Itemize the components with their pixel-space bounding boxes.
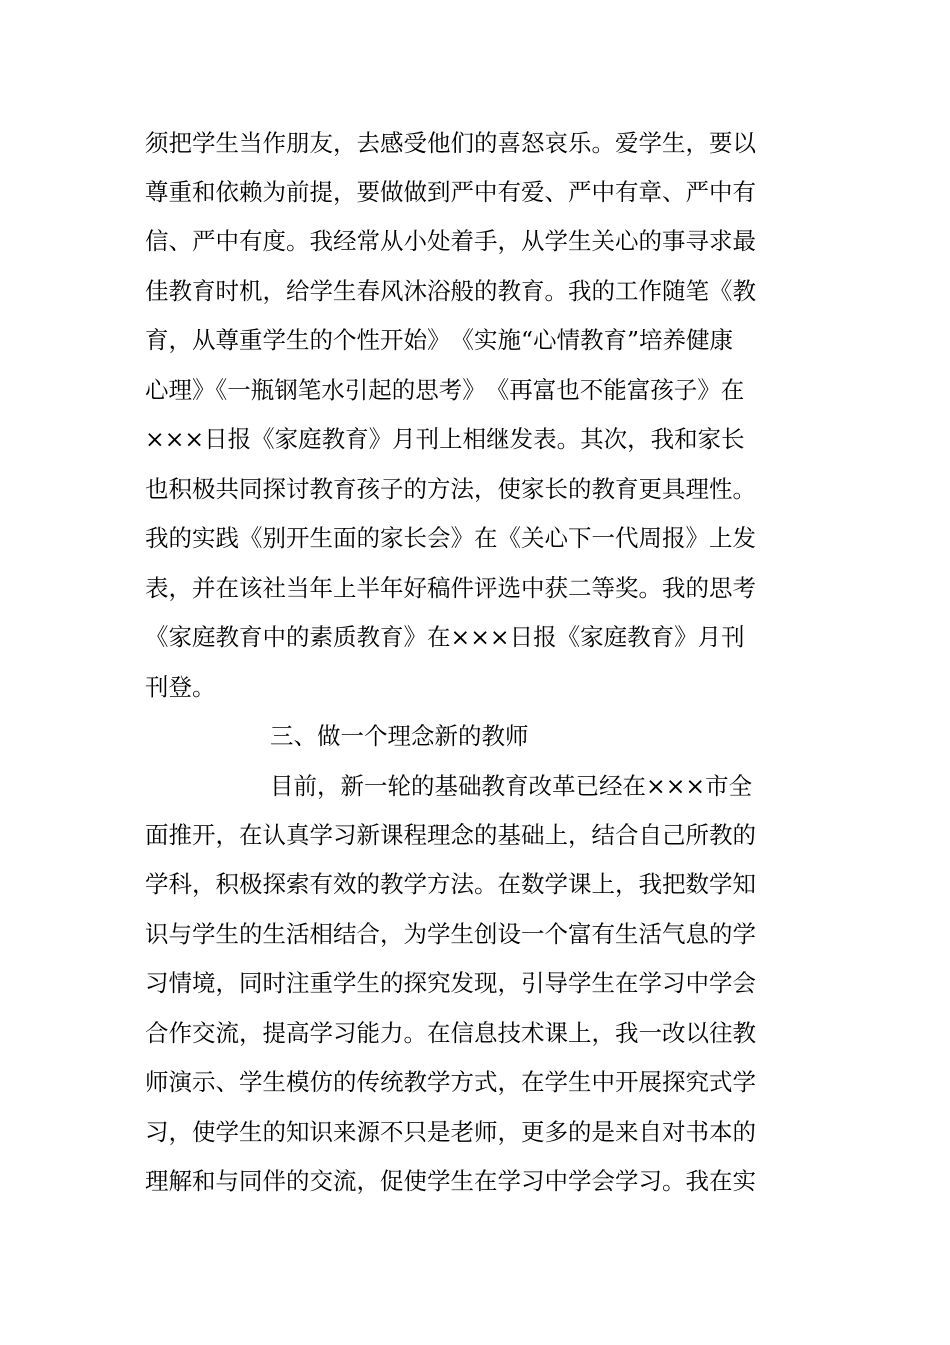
text-line: ×××日报《家庭教育》月刊上相继发表。其次，我和家长 xyxy=(145,425,745,453)
text-line: 心理》《一瓶钢笔水引起的思考》 《再富也不能富孩子》在 xyxy=(145,376,745,404)
text-line: 刊登。 xyxy=(145,673,216,701)
text-line: 信、严中有度。我经常从小处着手，从学生关心的事寻求最 xyxy=(145,227,756,255)
text-line: 尊重和依赖为前提，要做做到严中有爱、严中有章、严中有 xyxy=(145,178,756,206)
text-line: 《家庭教育中的素质教育》在×××日报《家庭教育》月刊 xyxy=(145,623,745,651)
section-heading: 三、做一个理念新的教师 xyxy=(270,722,529,750)
text-line: 师演示、学生模仿的传统教学方式，在学生中开展探究式学 xyxy=(145,1068,756,1096)
text-line: 佳教育时机，给学生春风沐浴般的教育。我的工作随笔《教 xyxy=(145,277,756,305)
text-line: 育，从尊重学生的个性开始》 《实施“心情教育”培养健康 xyxy=(145,326,734,354)
text-line: 须把学生当作朋友，去感受他们的喜怒哀乐。爱学生，要以 xyxy=(145,129,756,157)
text-line: 习情境，同时注重学生的探究发现，引导学生在学习中学会 xyxy=(145,969,756,997)
paragraph-first-line: 目前，新一轮的基础教育改革已经在×××市全 xyxy=(270,772,753,800)
text-line: 面推开，在认真学习新课程理念的基础上，结合自己所教的 xyxy=(145,821,756,849)
text-line: 学科，积极探索有效的教学方法。在数学课上，我把数学知 xyxy=(145,870,756,898)
text-line: 识与学生的生活相结合，为学生创设一个富有生活气息的学 xyxy=(145,920,756,948)
text-line: 习，使学生的知识来源不只是老师，更多的是来自对书本的 xyxy=(145,1118,756,1146)
text-line: 理解和与同伴的交流，促使学生在学习中学会学习。我在实 xyxy=(145,1167,756,1195)
text-line: 合作交流，提高学习能力。在信息技术课上，我一改以往教 xyxy=(145,1019,756,1047)
text-line: 表，并在该社当年上半年好稿件评选中获二等奖。我的思考 xyxy=(145,574,756,602)
text-line: 我的实践《别开生面的家长会》在《关心下一代周报》上发 xyxy=(145,524,756,552)
text-line: 也积极共同探讨教育孩子的方法，使家长的教育更具理性。 xyxy=(145,475,756,503)
